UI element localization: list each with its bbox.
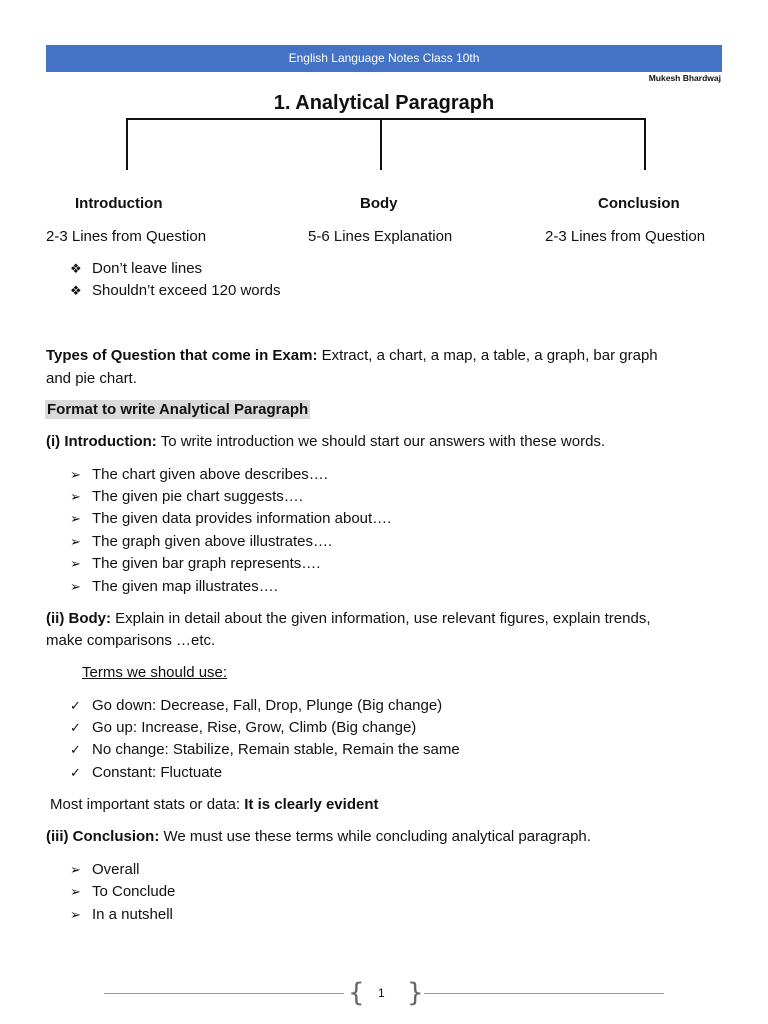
author-name: Mukesh Bhardwaj — [648, 73, 721, 83]
column-detail-conclusion: 2-3 Lines from Question — [545, 228, 706, 245]
rule-text: Don’t leave lines — [92, 260, 203, 277]
term-item — [70, 764, 222, 781]
check-bullet-icon: ✓ — [70, 742, 81, 757]
conclusion-item-text: In a nutshell — [92, 906, 173, 923]
stats-text: Most important stats or data: — [50, 796, 245, 813]
types-paragraph-line2: and pie chart. — [46, 370, 137, 387]
arrow-bullet-icon: ➢ — [70, 467, 81, 482]
body-paragraph-line1 — [46, 610, 651, 627]
column-detail-body: 5-6 Lines Explanation — [308, 228, 453, 245]
conclusion-item — [70, 906, 173, 923]
intro-item-text: The chart given above describes…. — [92, 466, 328, 483]
intro-item-text: The given map illustrates…. — [92, 578, 278, 595]
footer-rule-right — [424, 993, 664, 994]
intro-text: To write introduction we should start our answers with these words. — [156, 433, 606, 450]
types-label: Types of Question that come in Exam: — [46, 347, 318, 364]
format-heading — [45, 401, 310, 418]
intro-item-text: The graph given above illustrates…. — [92, 533, 333, 550]
intro-item-text: The given bar graph represents…. — [92, 555, 321, 572]
rule-item — [70, 260, 202, 277]
diamond-bullet-icon: ❖ — [70, 261, 82, 276]
term-text: Go down: Decrease, Fall, Drop, Plunge (Big change) — [92, 697, 443, 714]
conclusion-item — [70, 883, 175, 900]
conclusion-item — [70, 861, 140, 878]
term-text: No change: Stabilize, Remain stable, Remain the same — [92, 741, 460, 758]
column-heading-conclusion: Conclusion — [598, 195, 680, 212]
intro-item — [70, 488, 303, 505]
intro-item — [70, 466, 328, 483]
tree-right-branch — [644, 118, 646, 170]
check-bullet-icon: ✓ — [70, 765, 81, 780]
intro-item — [70, 533, 332, 550]
intro-item-text: The given data provides information about…. — [92, 510, 392, 527]
types-text: Extract, a chart, a map, a table, a graph, bar graph — [317, 347, 658, 364]
arrow-bullet-icon: ➢ — [70, 556, 81, 571]
rule-item — [70, 282, 280, 299]
arrow-bullet-icon: ➢ — [70, 862, 81, 877]
conclusion-item-text: Overall — [92, 861, 140, 878]
intro-paragraph — [46, 433, 605, 450]
intro-item — [70, 555, 320, 572]
body-paragraph-line2: make comparisons …etc. — [46, 632, 216, 649]
tree-horizontal-line — [126, 118, 646, 120]
intro-item-text: The given pie chart suggests…. — [92, 488, 303, 505]
format-heading-text: Format to write Analytical Paragraph — [47, 401, 309, 418]
right-brace-icon: } — [407, 978, 424, 1008]
body-text: Explain in detail about the given information, use relevant figures, explain trends, — [111, 610, 651, 627]
types-paragraph-line1 — [46, 347, 658, 364]
conclusion-paragraph — [46, 828, 591, 845]
stats-bold: It is clearly evident — [244, 796, 379, 813]
intro-item — [70, 578, 278, 595]
tree-left-branch — [126, 118, 128, 170]
column-detail-introduction: 2-3 Lines from Question — [46, 228, 207, 245]
footer-rule-left — [104, 993, 344, 994]
arrow-bullet-icon: ➢ — [70, 534, 81, 549]
arrow-bullet-icon: ➢ — [70, 511, 81, 526]
tree-middle-branch — [380, 118, 382, 170]
body-label: (ii) Body: — [46, 610, 111, 627]
rule-text: Shouldn’t exceed 120 words — [92, 282, 281, 299]
terms-heading: Terms we should use: — [82, 664, 228, 681]
arrow-bullet-icon: ➢ — [70, 907, 81, 922]
term-item — [70, 719, 416, 736]
diamond-bullet-icon: ❖ — [70, 283, 82, 298]
header-banner: English Language Notes Class 10th — [46, 45, 722, 72]
arrow-bullet-icon: ➢ — [70, 884, 81, 899]
column-heading-introduction: Introduction — [75, 195, 163, 212]
left-brace-icon: { — [348, 978, 365, 1008]
stats-line — [50, 796, 378, 813]
term-item — [70, 697, 442, 714]
intro-item — [70, 510, 391, 527]
check-bullet-icon: ✓ — [70, 698, 81, 713]
column-heading-body: Body — [360, 195, 398, 212]
conclusion-label: (iii) Conclusion: — [46, 828, 160, 845]
conclusion-text: We must use these terms while concluding analytical paragraph. — [159, 828, 591, 845]
check-bullet-icon: ✓ — [70, 720, 81, 735]
intro-label: (i) Introduction: — [46, 433, 157, 450]
term-item — [70, 741, 460, 758]
term-text: Constant: Fluctuate — [92, 764, 223, 781]
arrow-bullet-icon: ➢ — [70, 579, 81, 594]
conclusion-item-text: To Conclude — [92, 883, 176, 900]
arrow-bullet-icon: ➢ — [70, 489, 81, 504]
term-text: Go up: Increase, Rise, Grow, Climb (Big change) — [92, 719, 417, 736]
page-title: 1. Analytical Paragraph — [273, 92, 495, 114]
page-number: 1 — [378, 986, 385, 1000]
